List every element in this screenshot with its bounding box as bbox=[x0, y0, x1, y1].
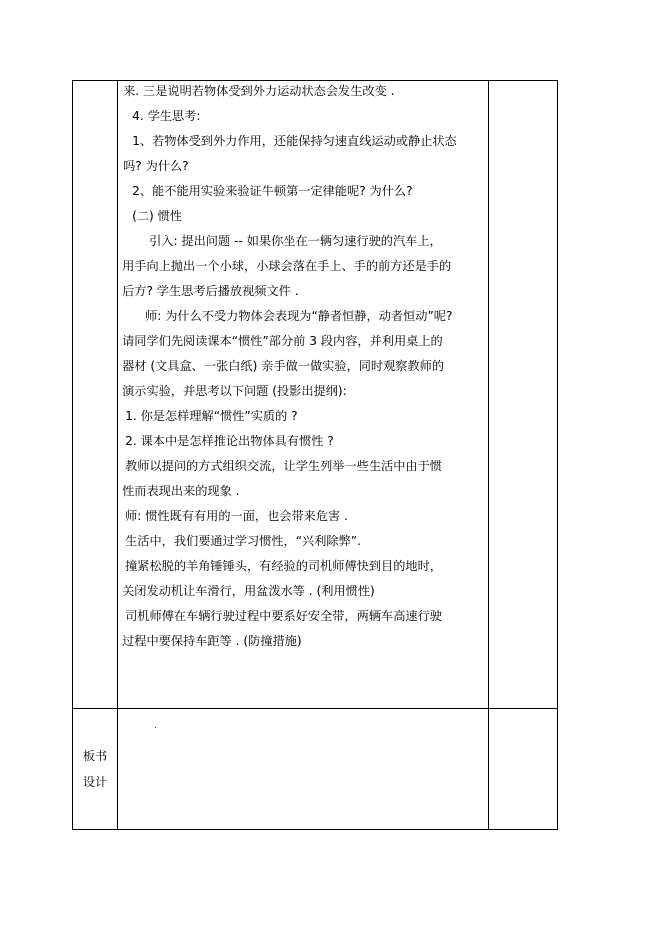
board-design-label bbox=[73, 709, 117, 829]
left-empty-cell bbox=[73, 81, 118, 709]
teaching-content-cell bbox=[118, 81, 489, 709]
content-line: 吗? 为什么? bbox=[123, 159, 189, 173]
content-line: 4. 学生思考: bbox=[132, 109, 201, 123]
content-line: 器材 (文具盒、一张白纸) 亲手做一做实验，同时观察教师的 bbox=[122, 359, 445, 373]
content-line: 师: 为什么不受力物体会表现为“静者恒静，动者恒动”呢? bbox=[145, 309, 453, 323]
board-design-row bbox=[73, 708, 558, 829]
board-design-content-cell bbox=[118, 708, 489, 829]
content-line: 来. 三是说明若物体受到外力运动状态会发生改变 . bbox=[123, 84, 395, 98]
content-line: 1、若物体受到外力作用，还能保持匀速直线运动或静止状态 bbox=[132, 134, 457, 148]
content-line: 教师以提问的方式组织交流，让学生列举一些生活中由于惯 bbox=[125, 459, 442, 473]
content-line: 性而表现出来的现象 . bbox=[122, 484, 240, 498]
content-line: 司机师傅在车辆行驶过程中要系好安全带，两辆车高速行驶 bbox=[125, 609, 442, 623]
section-heading-inertia: (二) 惯性 bbox=[132, 209, 183, 223]
content-line: 后方? 学生思考后播放视频文件 . bbox=[122, 284, 299, 298]
content-line: 2. 课本中是怎样推论出物体具有惯性 ? bbox=[125, 434, 334, 448]
content-line: 师: 惯性既有有用的一面，也会带来危害 . bbox=[125, 509, 348, 523]
teaching-content bbox=[118, 79, 488, 654]
content-line: 2、能不能用实验来验证牛顿第一定律能呢? 为什么? bbox=[132, 184, 413, 198]
content-line: 关闭发动机让车滑行，用盆泼水等 . (利用惯性) bbox=[122, 584, 375, 598]
teaching-process-row bbox=[73, 81, 558, 709]
notes-cell-top bbox=[488, 81, 557, 709]
board-design-label-cell bbox=[73, 708, 118, 829]
content-line: 用手向上抛出一个小球，小球会落在手上、手的前方还是手的 bbox=[122, 259, 452, 273]
lesson-plan-table bbox=[72, 80, 558, 830]
content-line: 请同学们先阅读课本“惯性”部分前 3 段内容，并利用桌上的 bbox=[122, 334, 443, 348]
content-line: 过程中要保持车距等 . (防撞措施) bbox=[122, 634, 302, 648]
content-line: 引入: 提出问题 -- 如果你坐在一辆匀速行驶的汽车上， bbox=[149, 234, 442, 248]
board-design-label-line2: 设计 bbox=[82, 774, 108, 789]
content-line: 撞紧松脱的羊角锤锤头，有经验的司机师傅快到目的地时， bbox=[125, 559, 442, 573]
content-line: 演示实验，并思考以下问题 (投影出提纲): bbox=[122, 384, 347, 398]
notes-cell-bottom bbox=[488, 708, 557, 829]
content-line: 生活中，我们要通过学习惯性，“兴利除弊”. bbox=[125, 534, 361, 548]
board-design-label-line1: 板书 bbox=[82, 748, 108, 763]
content-line: 1. 你是怎样理解“惯性”实质的 ? bbox=[125, 409, 298, 423]
stray-dot bbox=[155, 727, 156, 728]
